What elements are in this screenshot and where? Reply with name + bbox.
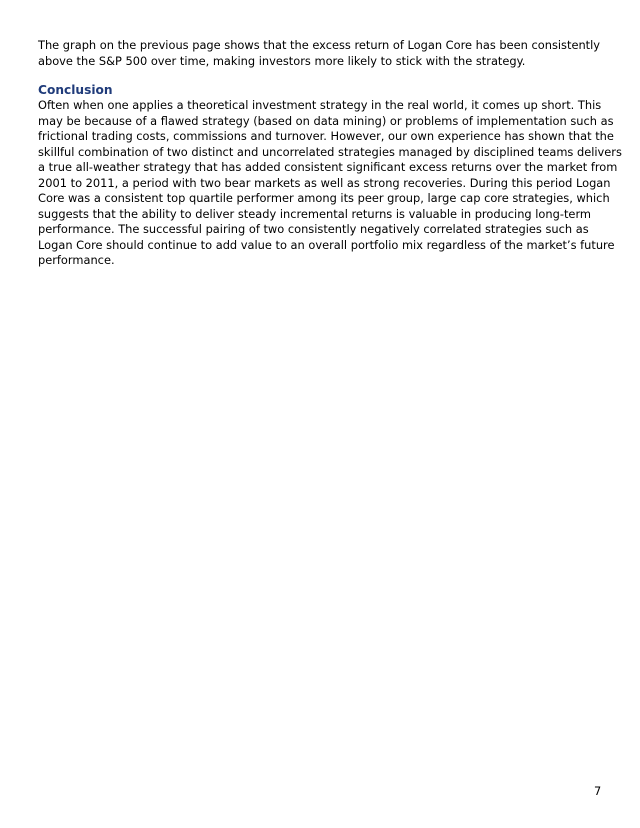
conclusion-line: performance. <box>38 253 115 267</box>
conclusion-line: Often when one applies a theoretical investment strategy in the real world, it comes up short. This <box>38 98 602 112</box>
conclusion-line: suggests that the ability to deliver steady incremental returns is valuable in producing long-term <box>38 206 592 221</box>
intro-paragraph <box>38 38 604 69</box>
conclusion-line: Logan Core should continue to add value to an overall portfolio mix regardless of the market’s future <box>38 237 615 252</box>
page-number: 7 <box>594 784 602 798</box>
conclusion-line: skillful combination of two distinct and uncorrelated strategies managed by disciplined teams delivers <box>38 144 622 159</box>
conclusion-paragraph <box>38 98 622 269</box>
conclusion-line: performance. The successful pairing of two consistently negatively correlated strategies such as <box>38 222 589 236</box>
conclusion-line: 2001 to 2011, a period with two bear markets as well as strong recoveries. During this period Logan <box>38 175 611 190</box>
conclusion-line: a true all-weather strategy that has added consistent significant excess returns over the market from <box>38 160 618 174</box>
intro-line: above the S&P 500 over time, making investors more likely to stick with the strategy. <box>38 53 526 68</box>
conclusion-line: may be because of a flawed strategy (based on data mining) or problems of implementation such as <box>38 113 614 128</box>
conclusion-line: Core was a consistent top quartile performer among its peer group, large cap core strategies, which <box>38 191 610 205</box>
page-content <box>38 38 622 269</box>
intro-line: The graph on the previous page shows that the excess return of Logan Core has been consistently <box>38 38 601 52</box>
conclusion-heading: Conclusion <box>38 83 113 97</box>
conclusion-line: frictional trading costs, commissions and turnover. However, our own experience has shown that the <box>38 129 614 143</box>
